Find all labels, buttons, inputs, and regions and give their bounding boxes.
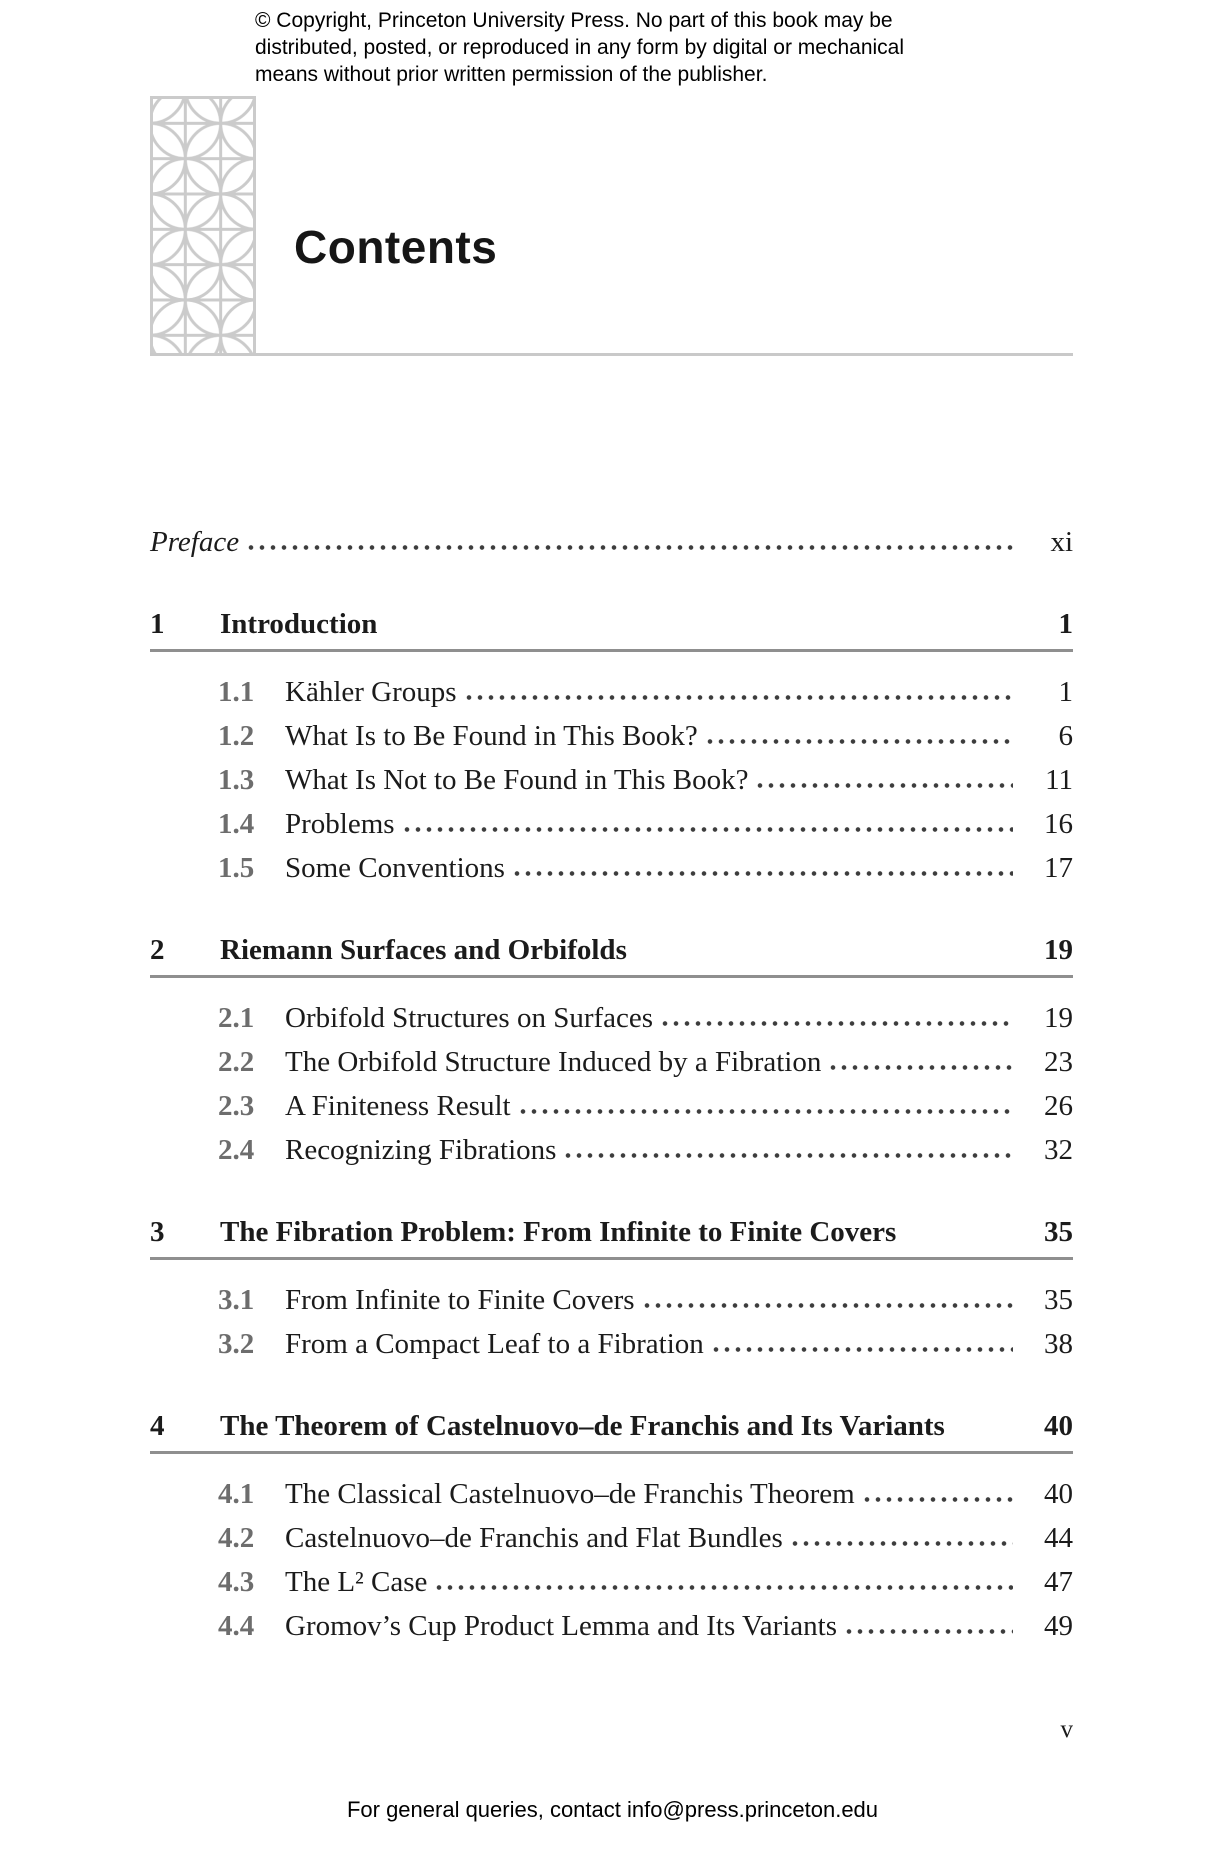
copyright-line-1: © Copyright, Princeton University Press. No part of this book may be <box>255 9 893 32</box>
toc-chapter-block <box>150 1404 1073 1648</box>
chapter-page-number: 35 <box>1044 1216 1073 1248</box>
dot-leader <box>792 1540 1013 1547</box>
section-page-number: 23 <box>1044 1046 1073 1078</box>
toc-section-row[interactable] <box>150 1128 1073 1172</box>
toc-chapter-block <box>150 1210 1073 1366</box>
copyright-notice <box>255 7 904 88</box>
chapter-number: 4 <box>150 1410 165 1442</box>
section-number: 4.2 <box>218 1522 255 1554</box>
table-of-contents <box>150 520 1073 1648</box>
dot-leader <box>830 1064 1013 1071</box>
toc-section-row[interactable] <box>150 802 1073 846</box>
section-title: Recognizing Fibrations <box>285 1134 557 1166</box>
section-title: What Is to Be Found in This Book? <box>285 720 698 752</box>
section-page-number: 6 <box>1058 720 1073 752</box>
toc-section-row[interactable] <box>150 1084 1073 1128</box>
chapter-page-number: 1 <box>1058 608 1073 640</box>
chapter-page-number: 40 <box>1044 1410 1073 1442</box>
section-number: 4.3 <box>218 1566 255 1598</box>
preface-page-number: xi <box>1050 526 1073 558</box>
toc-section-row[interactable] <box>150 714 1073 758</box>
dot-leader <box>404 826 1013 833</box>
section-page-number: 26 <box>1044 1090 1073 1122</box>
toc-section-row[interactable] <box>150 846 1073 890</box>
section-title: The Classical Castelnuovo–de Franchis Theorem <box>285 1478 855 1510</box>
toc-section-list <box>150 670 1073 890</box>
section-number: 1.3 <box>218 764 255 796</box>
section-page-number: 1 <box>1058 676 1073 708</box>
dot-leader <box>846 1628 1013 1635</box>
preface-label: Preface <box>150 526 240 558</box>
section-page-number: 40 <box>1044 1478 1073 1510</box>
dot-leader <box>707 738 1013 745</box>
dot-leader <box>864 1496 1013 1503</box>
section-number: 1.2 <box>218 720 255 752</box>
toc-chapter-row[interactable] <box>150 1210 1073 1254</box>
section-title: From a Compact Leaf to a Fibration <box>285 1328 704 1360</box>
section-title: Some Conventions <box>285 852 505 884</box>
section-number: 2.2 <box>218 1046 255 1078</box>
section-number: 1.1 <box>218 676 255 708</box>
dot-leader <box>436 1584 1013 1591</box>
section-number: 3.1 <box>218 1284 255 1316</box>
copyright-line-2: distributed, posted, or reproduced in any form by digital or mechanical <box>255 36 905 59</box>
toc-section-row[interactable] <box>150 1322 1073 1366</box>
chapter-rule <box>150 649 1073 652</box>
toc-section-row[interactable] <box>150 1278 1073 1322</box>
dot-leader <box>514 870 1013 877</box>
chapter-number: 3 <box>150 1216 165 1248</box>
section-number: 2.1 <box>218 1002 255 1034</box>
chapter-title: The Fibration Problem: From Infinite to Finite Covers <box>220 1216 897 1248</box>
chapter-title: The Theorem of Castelnuovo–de Franchis and Its Variants <box>220 1410 945 1442</box>
section-page-number: 38 <box>1044 1328 1073 1360</box>
chapter-rule <box>150 1451 1073 1454</box>
section-title: The Orbifold Structure Induced by a Fibration <box>285 1046 822 1078</box>
section-number: 3.2 <box>218 1328 255 1360</box>
toc-section-list <box>150 996 1073 1172</box>
section-title: Problems <box>285 808 395 840</box>
dot-leader <box>565 1152 1013 1159</box>
section-page-number: 17 <box>1044 852 1073 884</box>
toc-preface-row[interactable] <box>150 520 1073 564</box>
section-title: Orbifold Structures on Surfaces <box>285 1002 654 1034</box>
section-number: 1.5 <box>218 852 255 884</box>
dot-leader <box>757 782 1013 789</box>
chapter-page-number: 19 <box>1044 934 1073 966</box>
section-page-number: 35 <box>1044 1284 1073 1316</box>
section-page-number: 11 <box>1045 764 1073 796</box>
toc-section-row[interactable] <box>150 758 1073 802</box>
toc-section-row[interactable] <box>150 1560 1073 1604</box>
section-number: 2.3 <box>218 1090 255 1122</box>
section-title: A Finiteness Result <box>285 1090 511 1122</box>
section-number: 1.4 <box>218 808 255 840</box>
section-title: From Infinite to Finite Covers <box>285 1284 635 1316</box>
chapter-title: Riemann Surfaces and Orbifolds <box>220 934 627 966</box>
toc-chapter-row[interactable] <box>150 928 1073 972</box>
dot-leader <box>644 1302 1013 1309</box>
toc-chapters <box>150 564 1073 1648</box>
toc-chapter-row[interactable] <box>150 602 1073 646</box>
chapter-rule <box>150 1257 1073 1260</box>
section-page-number: 16 <box>1044 808 1073 840</box>
toc-section-row[interactable] <box>150 996 1073 1040</box>
toc-section-row[interactable] <box>150 1604 1073 1648</box>
section-title: The L² Case <box>285 1566 428 1598</box>
section-page-number: 44 <box>1044 1522 1073 1554</box>
toc-section-list <box>150 1278 1073 1366</box>
section-number: 4.4 <box>218 1610 255 1642</box>
toc-chapter-row[interactable] <box>150 1404 1073 1448</box>
section-number: 4.1 <box>218 1478 255 1510</box>
copyright-line-3: means without prior written permission of the publisher. <box>255 63 768 86</box>
quatrefoil-lattice-icon <box>150 96 256 356</box>
chapter-title: Introduction <box>220 608 378 640</box>
section-page-number: 47 <box>1044 1566 1073 1598</box>
dot-leader <box>662 1020 1013 1027</box>
section-title: What Is Not to Be Found in This Book? <box>285 764 749 796</box>
section-title: Kähler Groups <box>285 676 457 708</box>
toc-section-row[interactable] <box>150 1516 1073 1560</box>
toc-chapter-block <box>150 602 1073 890</box>
section-title: Castelnuovo–de Franchis and Flat Bundles <box>285 1522 783 1554</box>
dot-leader <box>713 1346 1013 1353</box>
chapter-rule <box>150 975 1073 978</box>
section-number: 2.4 <box>218 1134 255 1166</box>
chapter-number: 1 <box>150 608 165 640</box>
page-title: Contents <box>294 221 498 273</box>
toc-section-row[interactable] <box>150 1040 1073 1084</box>
folio-page-number: v <box>1060 1716 1073 1743</box>
toc-section-row[interactable] <box>150 670 1073 714</box>
dot-leader <box>466 694 1013 701</box>
section-page-number: 32 <box>1044 1134 1073 1166</box>
section-page-number: 19 <box>1044 1002 1073 1034</box>
section-page-number: 49 <box>1044 1610 1073 1642</box>
toc-section-row[interactable] <box>150 1472 1073 1516</box>
toc-section-list <box>150 1472 1073 1648</box>
header-rule <box>150 353 1073 356</box>
section-title: Gromov’s Cup Product Lemma and Its Variants <box>285 1610 838 1642</box>
chapter-number: 2 <box>150 934 165 966</box>
toc-chapter-block <box>150 928 1073 1172</box>
footer-contact[interactable]: For general queries, contact info@press.princeton.edu <box>346 1797 879 1822</box>
dot-leader <box>248 544 1013 551</box>
dot-leader <box>520 1108 1013 1115</box>
